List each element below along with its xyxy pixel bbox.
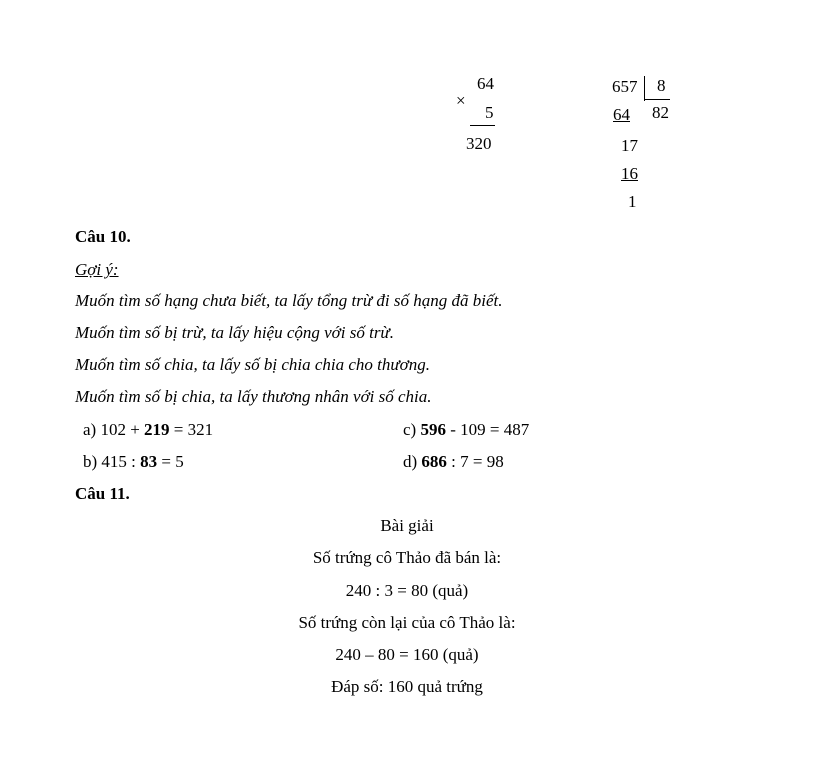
hint-label: Gợi ý: — [75, 260, 119, 279]
multiplicand: 64 — [477, 74, 494, 93]
q11-heading: Câu 11. — [75, 484, 130, 503]
answer-c-value: 596 — [420, 420, 446, 439]
q10-heading: Câu 10. — [75, 227, 131, 246]
step2-product: 16 — [621, 164, 638, 183]
solution-line: Số trứng cô Thảo đã bán là: — [312, 548, 502, 567]
divisor-rule — [644, 99, 670, 100]
multiplication-rule — [470, 125, 495, 126]
answer-c-prefix: c) — [403, 420, 421, 439]
answer-b-value: 83 — [140, 452, 158, 471]
step1-remainder: 17 — [621, 136, 638, 155]
answer-c — [403, 420, 529, 440]
answer-b — [83, 452, 184, 472]
dividend: 657 — [612, 77, 638, 96]
multiplier: 5 — [485, 103, 494, 122]
multiply-sign: × — [456, 91, 466, 110]
answer-d-prefix: d) — [403, 452, 422, 471]
answer-d-value: 686 — [421, 452, 447, 471]
hint-line: Muốn tìm số chia, ta lấy số bị chia chia cho thương. — [75, 355, 430, 374]
answer-d-suffix: : 7 = 98 — [446, 452, 504, 471]
final-answer: Đáp số: 160 quả trứng — [331, 677, 483, 696]
solution-line: 240 – 80 = 160 (quả) — [335, 645, 479, 664]
hint-line: Muốn tìm số bị chia, ta lấy thương nhân với số chia. — [75, 387, 432, 406]
division-bar — [644, 76, 645, 101]
solution-line: Số trứng còn lại của cô Thảo là: — [298, 613, 516, 632]
answer-a-suffix: = 321 — [169, 420, 214, 439]
answer-a-value: 219 — [144, 420, 170, 439]
answer-b-suffix: = 5 — [157, 452, 184, 471]
quotient: 82 — [652, 103, 669, 122]
solution-line: 240 : 3 = 80 (quả) — [345, 581, 469, 600]
answer-a — [83, 420, 213, 440]
answer-c-suffix: - 109 = 487 — [445, 420, 530, 439]
answer-d — [403, 452, 504, 472]
divisor: 8 — [657, 76, 666, 95]
hint-line: Muốn tìm số hạng chưa biết, ta lấy tổng trừ đi số hạng đã biết. — [75, 291, 503, 310]
answer-a-prefix: a) 102 + — [83, 420, 145, 439]
final-remainder: 1 — [628, 192, 637, 211]
solution-title: Bài giải — [380, 516, 434, 535]
answer-b-prefix: b) 415 : — [83, 452, 141, 471]
product: 320 — [466, 134, 492, 153]
step1-product: 64 — [613, 105, 630, 124]
hint-line: Muốn tìm số bị trừ, ta lấy hiệu cộng với số trừ. — [75, 323, 394, 342]
